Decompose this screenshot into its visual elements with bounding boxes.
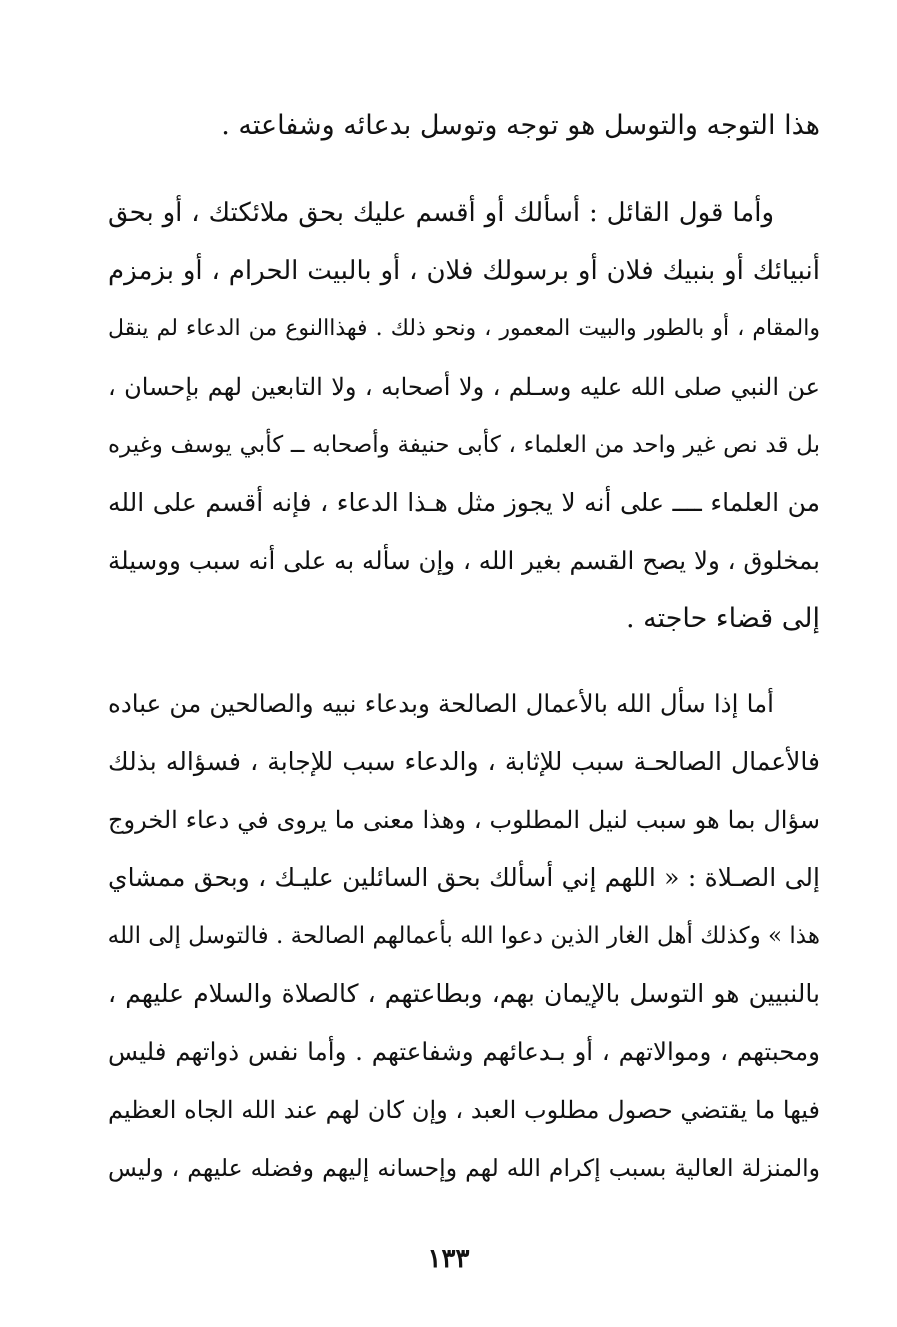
text-line: من العلماء ــــ على أنه لا يجوز مثل هـذا الدعاء ، فإنه أقسم على الله bbox=[108, 488, 820, 517]
text-line: وأما قول القائل : أسألك أو أقسم عليك بحق ملائكتك ، أو بحق bbox=[108, 198, 774, 228]
paragraph-2 bbox=[108, 184, 820, 648]
text-line: أنبيائك أو بنبيك فلان أو برسولك فلان ، أو بالبيت الحرام ، أو بزمزم bbox=[108, 256, 820, 286]
text-line: ومحبتهم ، وموالاتهم ، أو بـدعائهم وشفاعتهم . وأما نفس ذواتهم فليس bbox=[108, 1037, 820, 1066]
paragraph-1 bbox=[108, 97, 820, 155]
text-line: بمخلوق ، ولا يصح القسم بغير الله ، وإن سأله به على أنه سبب ووسيلة bbox=[108, 546, 820, 575]
text-line: سؤال بما هو سبب لنيل المطلوب ، وهذا معنى ما يروى في دعاء الخروج bbox=[108, 806, 820, 834]
text-line: والمنزلة العالية بسبب إكرام الله لهم وإحسانه إليهم وفضله عليهم ، وليس bbox=[108, 1154, 820, 1182]
text-line: هذا » وكذلك أهل الغار الذين دعوا الله بأعمالهم الصالحة . فالتوسل إلى الله bbox=[108, 923, 820, 949]
text-line: بالنبيين هو التوسل بالإيمان بهم، وبطاعتهم ، كالصلاة والسلام عليهم ، bbox=[108, 979, 820, 1008]
text-line: أما إذا سأل الله بالأعمال الصالحة وبدعاء نبيه والصالحين من عباده bbox=[108, 689, 774, 718]
text-line: هذا التوجه والتوسل هو توجه وتوسل بدعائه وشفاعته . bbox=[221, 110, 820, 141]
text-line: إلى الصـلاة : « اللهم إني أسألك بحق السائلين عليـك ، وبحق ممشاي bbox=[108, 863, 820, 892]
text-line: بل قد نص غير واحد من العلماء ، كأبى حنيفة وأصحابه ــ كأبي يوسف وغيره bbox=[108, 432, 820, 458]
text-line: عن النبي صلى الله عليه وسـلم ، ولا أصحابه ، ولا التابعين لهم بإحسان ، bbox=[108, 373, 820, 401]
text-line: والمقام ، أو بالطور والبيت المعمور ، ونحو ذلك . فهذاالنوع من الدعاء لم ينقل bbox=[108, 316, 820, 341]
text-line: إلى قضاء حاجته . bbox=[625, 603, 820, 634]
text-line: فيها ما يقتضي حصول مطلوب العبد ، وإن كان لهم عند الله الجاه العظيم bbox=[108, 1096, 820, 1124]
paragraph-3 bbox=[108, 675, 820, 1197]
text-line: فالأعمال الصالحـة سبب للإثابة ، والدعاء سبب للإجابة ، فسؤاله بذلك bbox=[108, 747, 820, 776]
page-number: ١٣٣ bbox=[427, 1244, 470, 1274]
